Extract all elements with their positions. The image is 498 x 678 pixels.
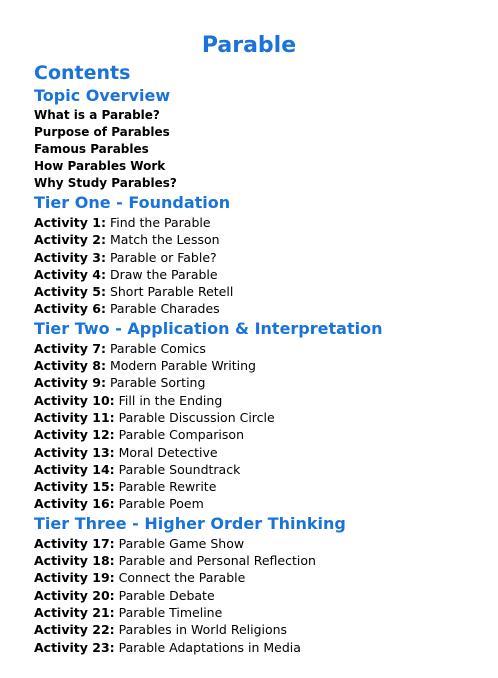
activity-number: Activity 8:: [34, 358, 106, 374]
topic-overview-list: [34, 107, 474, 192]
activity-title: Parable Timeline: [118, 604, 223, 620]
activity-title: Draw the Parable: [109, 266, 218, 282]
activity-item: [34, 249, 474, 266]
activity-number: Activity 7:: [34, 340, 106, 356]
activity-title: Parable Game Show: [118, 535, 245, 551]
activity-item: [34, 444, 474, 461]
activity-item: [34, 409, 474, 426]
activity-title: Parable Comparison: [118, 427, 244, 443]
activity-number: Activity 11:: [34, 409, 115, 425]
table-of-contents: [34, 61, 474, 656]
activity-title: Parable Comics: [109, 340, 206, 356]
activity-number: Activity 13:: [34, 444, 115, 460]
tier-two-heading: Tier Two - Application & Interpretation: [34, 318, 383, 338]
activity-title: Parable and Personal Reflection: [118, 553, 316, 569]
activity-title: Fill in the Ending: [118, 392, 223, 408]
activity-item: [34, 231, 474, 248]
activity-item: [34, 461, 474, 478]
activity-item: [34, 357, 474, 374]
tier-two-activity-list: [34, 340, 474, 513]
activity-item: [34, 340, 474, 357]
activity-number: Activity 10:: [34, 392, 115, 408]
activity-item: [34, 587, 474, 604]
activity-number: Activity 16:: [34, 496, 115, 512]
activity-number: Activity 2:: [34, 232, 106, 248]
activity-number: Activity 21:: [34, 604, 115, 620]
activity-title: Parable Charades: [109, 301, 220, 317]
activity-item: [34, 374, 474, 391]
activity-title: Short Parable Retell: [109, 284, 234, 300]
topic-item: Purpose of Parables: [34, 125, 170, 139]
tier-three-heading: Tier Three - Higher Order Thinking: [34, 513, 346, 533]
activity-item: [34, 478, 474, 495]
activity-number: Activity 17:: [34, 535, 115, 551]
tier-one-heading: Tier One - Foundation: [34, 193, 231, 212]
activity-item: [34, 214, 474, 231]
activity-title: Match the Lesson: [109, 232, 220, 248]
activity-number: Activity 12:: [34, 427, 115, 443]
page-title: Parable: [201, 32, 297, 58]
activity-title: Modern Parable Writing: [109, 358, 256, 374]
contents-heading: Contents: [34, 62, 131, 84]
topic-item: What is a Parable?: [34, 108, 160, 122]
activity-title: Connect the Parable: [118, 570, 246, 586]
activity-title: Parable Adaptations in Media: [118, 639, 301, 655]
activity-item: [34, 569, 474, 586]
activity-item: [34, 426, 474, 443]
activity-title: Find the Parable: [109, 215, 211, 230]
topic-item: How Parables Work: [34, 159, 166, 173]
activity-title: Parable or Fable?: [109, 249, 217, 265]
topic-item: Why Study Parables?: [34, 176, 177, 190]
activity-item: [34, 266, 474, 283]
tier-one-activity-list: [34, 214, 474, 318]
activity-title: Parable Poem: [118, 496, 204, 512]
activity-number: Activity 20:: [34, 587, 115, 603]
activity-number: Activity 4:: [34, 266, 106, 282]
activity-item: [34, 552, 474, 569]
topic-overview-heading: Topic Overview: [34, 86, 171, 105]
activity-title: Moral Detective: [118, 444, 218, 460]
activity-title: Parable Debate: [118, 587, 215, 603]
activity-number: Activity 15:: [34, 479, 115, 495]
activity-title: Parable Sorting: [109, 375, 206, 391]
activity-number: Activity 6:: [34, 301, 106, 317]
activity-item: [34, 392, 474, 409]
activity-title: Parables in World Religions: [118, 622, 288, 638]
activity-number: Activity 18:: [34, 553, 115, 569]
activity-item: [34, 535, 474, 552]
activity-number: Activity 1:: [34, 215, 106, 230]
tier-three-activity-list: [34, 535, 474, 656]
activity-number: Activity 19:: [34, 570, 115, 586]
activity-title: Parable Soundtrack: [118, 461, 241, 477]
activity-title: Parable Discussion Circle: [118, 409, 275, 425]
activity-item: [34, 283, 474, 300]
activity-number: Activity 3:: [34, 249, 106, 265]
activity-item: [34, 639, 474, 656]
activity-item: [34, 621, 474, 638]
activity-number: Activity 22:: [34, 622, 115, 638]
activity-item: [34, 495, 474, 512]
activity-number: Activity 23:: [34, 639, 115, 655]
topic-item: Famous Parables: [34, 142, 149, 156]
activity-title: Parable Rewrite: [118, 479, 217, 495]
activity-item: [34, 604, 474, 621]
activity-number: Activity 5:: [34, 284, 106, 300]
activity-number: Activity 9:: [34, 375, 106, 391]
activity-item: [34, 300, 474, 317]
activity-number: Activity 14:: [34, 461, 115, 477]
